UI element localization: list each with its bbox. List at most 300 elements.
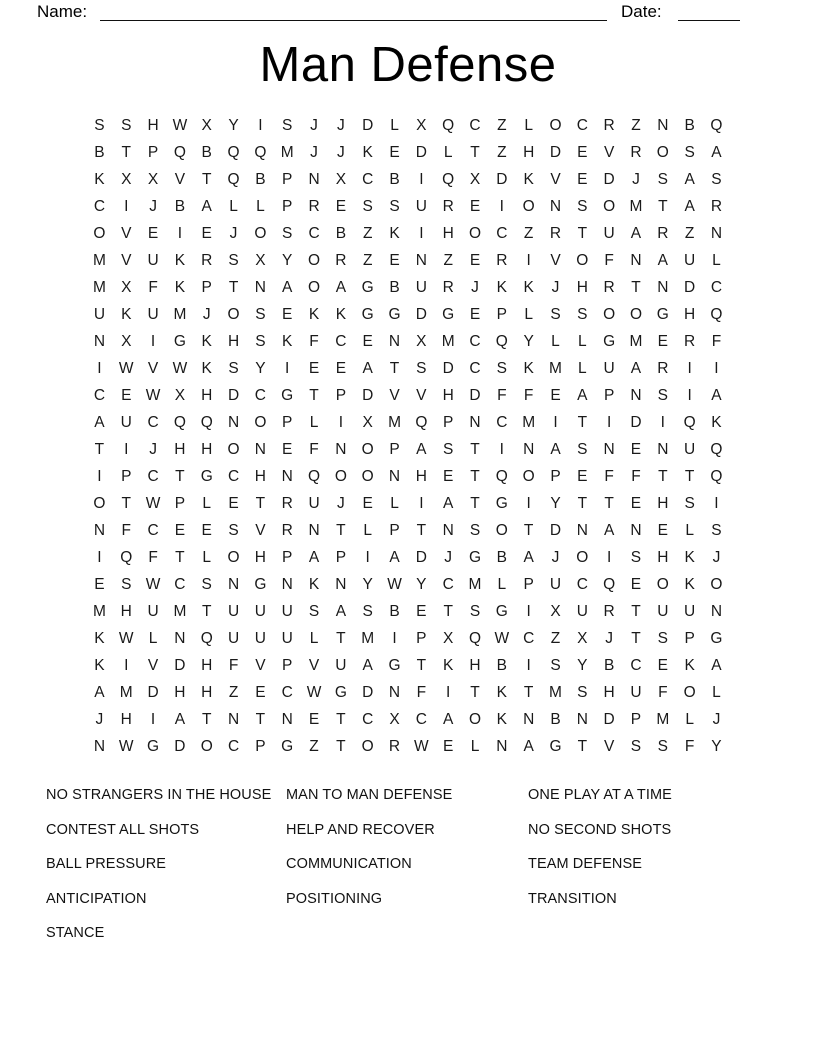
grid-cell[interactable]: P — [282, 549, 293, 566]
grid-cell[interactable]: E — [657, 333, 668, 350]
grid-cell[interactable]: W — [172, 117, 188, 134]
grid-cell[interactable]: L — [390, 117, 399, 134]
grid-cell[interactable]: V — [603, 738, 615, 755]
grid-cell[interactable]: Y — [711, 738, 722, 755]
grid-cell[interactable]: A — [416, 441, 427, 458]
grid-cell[interactable]: M — [656, 711, 670, 728]
grid-cell[interactable]: Q — [173, 414, 186, 431]
grid-cell[interactable]: K — [174, 279, 186, 296]
grid-cell[interactable]: Q — [495, 333, 508, 350]
grid-cell[interactable]: K — [308, 306, 320, 323]
grid-cell[interactable]: I — [499, 198, 504, 215]
grid-cell[interactable]: F — [228, 657, 239, 674]
word-list-item[interactable]: ONE PLAY AT A TIME — [528, 787, 672, 804]
grid-cell[interactable]: X — [201, 117, 212, 134]
grid-cell[interactable]: S — [550, 657, 561, 674]
grid-cell[interactable]: P — [630, 711, 642, 728]
grid-cell[interactable]: V — [603, 144, 615, 161]
grid-cell[interactable]: Z — [362, 252, 373, 269]
grid-cell[interactable]: O — [308, 279, 321, 296]
grid-cell[interactable]: H — [174, 441, 186, 458]
grid-cell[interactable]: M — [441, 333, 455, 350]
grid-cell[interactable]: D — [415, 306, 427, 323]
grid-cell[interactable]: R — [603, 603, 615, 620]
grid-cell[interactable]: W — [118, 360, 134, 377]
grid-cell[interactable]: S — [121, 117, 132, 134]
grid-cell[interactable]: U — [603, 225, 615, 242]
grid-cell[interactable]: I — [177, 225, 183, 242]
grid-cell[interactable]: E — [308, 360, 320, 377]
grid-cell[interactable]: C — [630, 657, 642, 674]
grid-cell[interactable]: S — [121, 576, 132, 593]
grid-cell[interactable]: S — [684, 144, 695, 161]
grid-cell[interactable]: N — [710, 225, 723, 242]
grid-cell[interactable]: X — [121, 171, 132, 188]
grid-cell[interactable]: O — [603, 306, 616, 323]
grid-cell[interactable]: E — [577, 171, 588, 188]
grid-cell[interactable]: I — [419, 225, 424, 242]
grid-cell[interactable]: N — [523, 711, 535, 728]
grid-cell[interactable]: N — [254, 279, 266, 296]
grid-cell[interactable]: C — [523, 630, 535, 647]
grid-cell[interactable]: E — [121, 387, 132, 404]
grid-cell[interactable]: Q — [200, 630, 213, 647]
grid-cell[interactable]: I — [446, 684, 451, 701]
date-write-line[interactable] — [678, 20, 740, 21]
grid-cell[interactable]: R — [442, 279, 454, 296]
grid-cell[interactable]: T — [523, 522, 534, 539]
grid-cell[interactable]: Q — [227, 144, 240, 161]
grid-cell[interactable]: I — [97, 360, 102, 377]
grid-cell[interactable]: I — [150, 711, 156, 728]
grid-cell[interactable]: H — [523, 144, 535, 161]
grid-cell[interactable]: R — [496, 252, 508, 269]
grid-cell[interactable]: E — [550, 387, 561, 404]
grid-cell[interactable]: N — [388, 468, 401, 485]
grid-cell[interactable]: G — [361, 306, 374, 323]
grid-cell[interactable]: S — [362, 603, 373, 620]
grid-cell[interactable]: E — [255, 684, 266, 701]
grid-cell[interactable]: M — [361, 630, 375, 647]
grid-cell[interactable]: P — [496, 306, 507, 323]
grid-cell[interactable]: C — [362, 711, 374, 728]
grid-cell[interactable]: T — [470, 495, 480, 512]
grid-cell[interactable]: S — [469, 522, 481, 539]
grid-cell[interactable]: H — [254, 549, 266, 566]
grid-cell[interactable]: I — [392, 630, 397, 647]
grid-cell[interactable]: M — [119, 684, 133, 701]
grid-cell[interactable]: I — [124, 198, 129, 215]
grid-cell[interactable]: N — [710, 603, 723, 620]
grid-cell[interactable]: S — [228, 522, 239, 539]
grid-cell[interactable]: A — [711, 144, 722, 161]
word-list-item[interactable]: STANCE — [46, 925, 105, 942]
grid-cell[interactable]: T — [577, 414, 588, 431]
grid-cell[interactable]: N — [523, 441, 535, 458]
grid-cell[interactable]: F — [684, 738, 695, 755]
grid-cell[interactable]: N — [630, 387, 642, 404]
grid-cell[interactable]: A — [443, 711, 454, 728]
grid-cell[interactable]: T — [121, 144, 131, 161]
grid-cell[interactable]: I — [499, 441, 504, 458]
grid-cell[interactable]: S — [550, 306, 561, 323]
grid-cell[interactable]: G — [388, 306, 401, 323]
grid-cell[interactable]: W — [145, 495, 161, 512]
grid-cell[interactable]: U — [684, 252, 696, 269]
grid-cell[interactable]: T — [201, 711, 212, 728]
grid-cell[interactable]: K — [362, 144, 373, 161]
grid-cell[interactable]: K — [201, 333, 212, 350]
grid-cell[interactable]: B — [389, 171, 400, 188]
grid-cell[interactable]: M — [388, 414, 401, 431]
grid-cell[interactable]: O — [308, 252, 321, 269]
grid-cell[interactable]: Y — [255, 360, 266, 377]
grid-cell[interactable]: S — [443, 441, 454, 458]
grid-cell[interactable]: I — [660, 414, 665, 431]
word-search-grid[interactable] — [86, 112, 730, 760]
grid-cell[interactable]: I — [687, 360, 692, 377]
grid-cell[interactable]: V — [416, 387, 427, 404]
grid-cell[interactable]: O — [468, 711, 482, 728]
grid-cell[interactable]: D — [147, 684, 159, 701]
grid-cell[interactable]: G — [173, 333, 186, 350]
grid-cell[interactable]: M — [280, 144, 294, 161]
grid-cell[interactable]: L — [685, 711, 694, 728]
grid-cell[interactable]: T — [470, 468, 480, 485]
grid-cell[interactable]: O — [93, 495, 106, 512]
grid-cell[interactable]: I — [606, 414, 612, 431]
grid-cell[interactable]: E — [362, 333, 373, 350]
grid-cell[interactable]: W — [414, 738, 429, 755]
grid-cell[interactable]: P — [147, 144, 159, 161]
grid-cell[interactable]: B — [389, 279, 400, 296]
grid-cell[interactable]: S — [94, 117, 105, 134]
grid-cell[interactable]: M — [629, 198, 643, 215]
grid-cell[interactable]: M — [549, 684, 562, 701]
grid-cell[interactable]: Y — [282, 252, 293, 269]
grid-cell[interactable]: U — [281, 603, 293, 620]
grid-cell[interactable]: K — [94, 657, 105, 674]
grid-cell[interactable]: S — [496, 360, 507, 377]
grid-cell[interactable]: O — [549, 117, 562, 134]
grid-cell[interactable]: M — [549, 360, 562, 377]
grid-cell[interactable]: O — [227, 549, 240, 566]
grid-cell[interactable]: E — [174, 522, 186, 539]
grid-cell[interactable]: R — [710, 198, 723, 215]
grid-cell[interactable]: S — [577, 198, 588, 215]
grid-cell[interactable]: H — [657, 495, 669, 512]
grid-cell[interactable]: H — [603, 684, 615, 701]
grid-cell[interactable]: O — [468, 225, 482, 242]
grid-cell[interactable]: L — [229, 198, 238, 215]
grid-cell[interactable]: W — [118, 738, 134, 755]
grid-cell[interactable]: N — [93, 333, 106, 350]
grid-cell[interactable]: I — [97, 549, 102, 566]
grid-cell[interactable]: K — [523, 279, 534, 296]
grid-cell[interactable]: G — [710, 630, 723, 647]
grid-cell[interactable]: O — [683, 684, 696, 701]
grid-cell[interactable]: D — [603, 171, 615, 188]
grid-cell[interactable]: A — [523, 549, 534, 566]
grid-cell[interactable]: T — [416, 657, 427, 674]
grid-cell[interactable]: C — [147, 468, 159, 485]
grid-cell[interactable]: H — [576, 279, 588, 296]
grid-cell[interactable]: S — [255, 306, 266, 323]
grid-cell[interactable]: S — [255, 333, 266, 350]
grid-cell[interactable]: K — [174, 252, 186, 269]
grid-cell[interactable]: N — [657, 117, 669, 134]
grid-cell[interactable]: X — [416, 333, 427, 350]
grid-cell[interactable]: G — [200, 468, 213, 485]
grid-cell[interactable]: C — [281, 684, 293, 701]
grid-cell[interactable]: G — [281, 387, 294, 404]
grid-cell[interactable]: G — [147, 738, 160, 755]
grid-cell[interactable]: T — [389, 360, 400, 377]
grid-cell[interactable]: L — [390, 495, 399, 512]
grid-cell[interactable]: C — [576, 576, 588, 593]
grid-cell[interactable]: T — [577, 225, 588, 242]
grid-cell[interactable]: S — [201, 576, 212, 593]
grid-cell[interactable]: C — [576, 117, 588, 134]
grid-cell[interactable]: V — [255, 657, 266, 674]
grid-cell[interactable]: Q — [468, 630, 482, 647]
grid-cell[interactable]: S — [657, 387, 668, 404]
grid-cell[interactable]: J — [310, 144, 318, 161]
grid-cell[interactable]: X — [174, 387, 186, 404]
grid-cell[interactable]: Q — [710, 117, 723, 134]
grid-cell[interactable]: M — [468, 576, 482, 593]
grid-cell[interactable]: U — [227, 630, 240, 647]
grid-cell[interactable]: O — [361, 738, 374, 755]
grid-cell[interactable]: T — [470, 684, 480, 701]
grid-cell[interactable]: K — [523, 171, 534, 188]
grid-cell[interactable]: S — [282, 117, 293, 134]
grid-cell[interactable]: T — [201, 171, 212, 188]
grid-cell[interactable]: Z — [497, 117, 507, 134]
grid-cell[interactable]: P — [389, 441, 400, 458]
grid-cell[interactable]: N — [415, 252, 427, 269]
grid-cell[interactable]: Q — [710, 306, 723, 323]
grid-cell[interactable]: S — [630, 738, 642, 755]
grid-cell[interactable]: P — [523, 576, 534, 593]
grid-cell[interactable]: K — [523, 360, 534, 377]
grid-cell[interactable]: N — [388, 684, 401, 701]
grid-cell[interactable]: K — [443, 657, 454, 674]
grid-cell[interactable]: E — [282, 441, 293, 458]
grid-cell[interactable]: L — [256, 198, 265, 215]
grid-cell[interactable]: C — [147, 522, 159, 539]
grid-cell[interactable]: U — [684, 603, 696, 620]
grid-cell[interactable]: M — [92, 252, 106, 269]
grid-cell[interactable]: C — [710, 279, 723, 296]
grid-cell[interactable]: R — [630, 144, 642, 161]
grid-cell[interactable]: U — [254, 603, 266, 620]
grid-cell[interactable]: F — [309, 441, 319, 458]
grid-cell[interactable]: E — [228, 495, 239, 512]
grid-cell[interactable]: Z — [684, 225, 695, 242]
grid-cell[interactable]: O — [656, 576, 669, 593]
grid-cell[interactable]: D — [362, 117, 374, 134]
grid-cell[interactable]: K — [389, 225, 400, 242]
grid-cell[interactable]: D — [549, 144, 562, 161]
grid-cell[interactable]: W — [145, 576, 161, 593]
grid-cell[interactable]: L — [443, 144, 453, 161]
grid-cell[interactable]: U — [576, 603, 588, 620]
word-list-item[interactable]: NO STRANGERS IN THE HOUSE — [46, 787, 272, 804]
grid-cell[interactable]: E — [443, 738, 454, 755]
grid-cell[interactable]: O — [334, 468, 347, 485]
grid-cell[interactable]: Q — [710, 441, 723, 458]
grid-cell[interactable]: V — [308, 657, 320, 674]
grid-cell[interactable]: N — [576, 522, 588, 539]
grid-cell[interactable]: L — [524, 117, 533, 134]
grid-cell[interactable]: M — [92, 279, 106, 296]
grid-cell[interactable]: E — [469, 198, 481, 215]
grid-cell[interactable]: C — [415, 711, 427, 728]
grid-cell[interactable]: S — [282, 225, 293, 242]
grid-cell[interactable]: X — [335, 171, 347, 188]
grid-cell[interactable]: Q — [495, 468, 508, 485]
grid-cell[interactable]: C — [469, 333, 481, 350]
grid-cell[interactable]: E — [94, 576, 105, 593]
grid-cell[interactable]: V — [121, 225, 132, 242]
grid-cell[interactable]: I — [124, 657, 129, 674]
grid-cell[interactable]: A — [335, 603, 347, 620]
grid-cell[interactable]: W — [172, 360, 188, 377]
grid-cell[interactable]: K — [496, 279, 507, 296]
grid-cell[interactable]: Y — [362, 576, 373, 593]
grid-cell[interactable]: N — [603, 441, 615, 458]
grid-cell[interactable]: O — [629, 306, 642, 323]
grid-cell[interactable]: M — [522, 414, 536, 431]
grid-cell[interactable]: E — [630, 576, 642, 593]
grid-cell[interactable]: Z — [631, 117, 641, 134]
grid-cell[interactable]: R — [281, 522, 293, 539]
grid-cell[interactable]: D — [469, 387, 481, 404]
grid-cell[interactable]: T — [470, 144, 480, 161]
grid-cell[interactable]: S — [657, 738, 668, 755]
grid-cell[interactable]: F — [416, 684, 427, 701]
grid-cell[interactable]: T — [577, 495, 588, 512]
grid-cell[interactable]: E — [201, 225, 212, 242]
grid-cell[interactable]: C — [227, 738, 240, 755]
grid-cell[interactable]: E — [147, 225, 159, 242]
grid-cell[interactable]: A — [550, 441, 561, 458]
grid-cell[interactable]: T — [631, 630, 641, 647]
grid-cell[interactable]: U — [684, 441, 696, 458]
grid-cell[interactable]: A — [362, 360, 373, 377]
grid-cell[interactable]: O — [522, 198, 535, 215]
grid-cell[interactable]: K — [201, 360, 212, 377]
grid-cell[interactable]: A — [523, 738, 534, 755]
grid-cell[interactable]: E — [577, 144, 588, 161]
grid-cell[interactable]: Y — [228, 117, 239, 134]
grid-cell[interactable]: W — [306, 684, 322, 701]
grid-cell[interactable]: V — [147, 360, 159, 377]
word-list-item[interactable]: HELP AND RECOVER — [286, 821, 435, 838]
grid-cell[interactable]: X — [469, 171, 481, 188]
grid-cell[interactable]: F — [121, 522, 131, 539]
grid-cell[interactable]: V — [389, 387, 400, 404]
grid-cell[interactable]: K — [282, 333, 293, 350]
grid-cell[interactable]: W — [387, 576, 402, 593]
grid-cell[interactable]: G — [603, 333, 616, 350]
grid-cell[interactable]: O — [227, 441, 240, 458]
grid-cell[interactable]: A — [94, 414, 105, 431]
grid-cell[interactable]: U — [415, 198, 427, 215]
grid-cell[interactable]: T — [577, 738, 588, 755]
grid-cell[interactable]: N — [335, 576, 347, 593]
grid-cell[interactable]: B — [496, 657, 507, 674]
grid-cell[interactable]: L — [551, 333, 560, 350]
grid-cell[interactable]: L — [685, 522, 694, 539]
grid-cell[interactable]: I — [365, 549, 370, 566]
grid-cell[interactable]: T — [470, 441, 480, 458]
grid-cell[interactable]: L — [470, 738, 480, 755]
grid-cell[interactable]: I — [526, 657, 531, 674]
word-list-item[interactable]: MAN TO MAN DEFENSE — [286, 787, 453, 804]
grid-cell[interactable]: E — [308, 711, 320, 728]
grid-cell[interactable]: T — [255, 495, 266, 512]
grid-cell[interactable]: S — [228, 360, 239, 377]
grid-cell[interactable]: F — [148, 549, 158, 566]
grid-cell[interactable]: A — [603, 522, 615, 539]
grid-cell[interactable]: E — [469, 306, 481, 323]
grid-cell[interactable]: N — [227, 711, 240, 728]
grid-cell[interactable]: E — [201, 522, 212, 539]
grid-cell[interactable]: R — [281, 495, 293, 512]
grid-cell[interactable]: C — [147, 414, 159, 431]
grid-cell[interactable]: G — [334, 684, 347, 701]
grid-cell[interactable]: R — [201, 252, 213, 269]
grid-cell[interactable]: F — [604, 252, 614, 269]
grid-cell[interactable]: Q — [603, 576, 616, 593]
grid-cell[interactable]: H — [254, 468, 266, 485]
grid-cell[interactable]: E — [335, 198, 347, 215]
grid-cell[interactable]: S — [228, 252, 239, 269]
grid-cell[interactable]: I — [526, 495, 531, 512]
grid-cell[interactable]: A — [657, 252, 668, 269]
grid-cell[interactable]: R — [335, 252, 347, 269]
grid-cell[interactable]: H — [684, 306, 696, 323]
grid-cell[interactable]: D — [684, 279, 696, 296]
grid-cell[interactable]: G — [361, 279, 374, 296]
grid-cell[interactable]: X — [362, 414, 373, 431]
grid-cell[interactable]: O — [361, 468, 374, 485]
grid-cell[interactable]: H — [469, 657, 481, 674]
grid-cell[interactable]: M — [92, 603, 106, 620]
grid-cell[interactable]: Y — [523, 333, 534, 350]
grid-cell[interactable]: F — [148, 279, 158, 296]
grid-cell[interactable]: Z — [550, 630, 561, 647]
grid-cell[interactable]: Q — [227, 171, 240, 188]
grid-cell[interactable]: U — [281, 630, 293, 647]
grid-cell[interactable]: D — [227, 387, 240, 404]
grid-cell[interactable]: J — [632, 171, 640, 188]
grid-cell[interactable]: E — [630, 495, 642, 512]
grid-cell[interactable]: E — [416, 603, 427, 620]
grid-cell[interactable]: P — [550, 468, 561, 485]
grid-cell[interactable]: T — [631, 279, 641, 296]
grid-cell[interactable]: G — [656, 306, 669, 323]
grid-cell[interactable]: H — [147, 117, 159, 134]
grid-cell[interactable]: T — [228, 279, 239, 296]
grid-cell[interactable]: U — [227, 603, 240, 620]
word-list-item[interactable]: POSITIONING — [286, 890, 383, 907]
grid-cell[interactable]: D — [496, 171, 508, 188]
grid-cell[interactable]: A — [711, 387, 722, 404]
grid-cell[interactable]: A — [630, 225, 642, 242]
